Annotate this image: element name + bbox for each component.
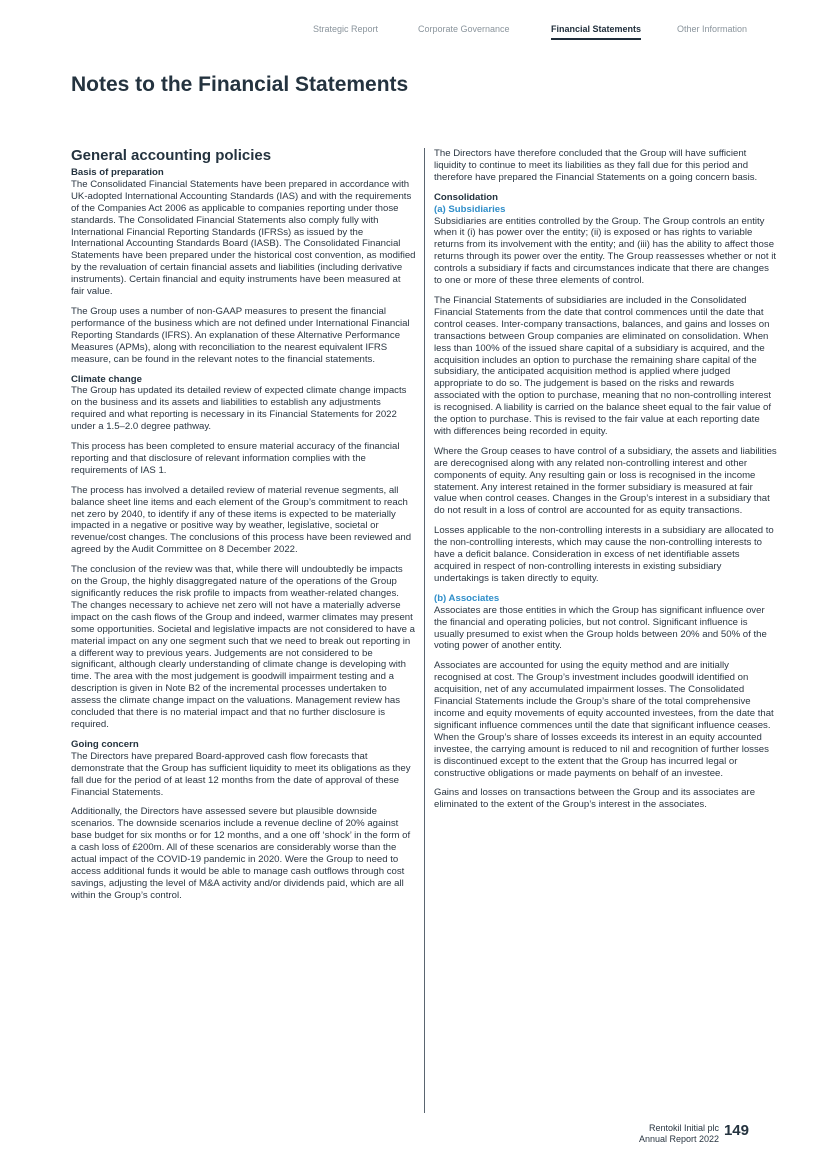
page-number: 149: [723, 1122, 749, 1139]
paragraph: This process has been completed to ensure material accuracy of the financial reporting and that disclosure of relevant information complies with the requirements of IAS 1.: [71, 441, 400, 476]
basis-of-preparation-heading: Basis of preparation: [71, 167, 164, 178]
paragraph: The Group has updated its detailed review of expected climate change impacts on the business and its assets and liabilities to establish any adjustments required and what reporting is necessary in its Financial Statements for 2022 under a 1.5–2.0 degree pathway.: [71, 385, 407, 433]
going-concern-heading: Going concern: [71, 738, 139, 750]
subsidiaries-heading: (a) Subsidiaries: [434, 203, 506, 215]
report-name: Annual Report 2022: [638, 1134, 719, 1144]
paragraph: Losses applicable to the non-controlling interests in a subsidiary are allocated to the non-controlling interests, which may cause the non-controlling interests to have a deficit balance. Consideration in excess of net identifiable assets acquired in respect of non-controlling interests in existing subsidiary undertakings is taken directly to equity.: [434, 525, 774, 584]
paragraph: Where the Group ceases to have control of a subsidiary, the assets and liabilities are derecognised along with any related non-controlling interest and other components of equity. Any resulting gain or loss is recognised in the income statement. Any interest retained in the former subsidiary is measured at fair value when control ceases. Changes in the Group’s interest in a subsidiary that do not result in a loss of control are accounted for as equity transactions.: [434, 445, 777, 517]
nav-financial-statements[interactable]: Financial Statements: [551, 24, 642, 34]
paragraph: Associates are those entities in which the Group has significant influence over the financial and operating policies, but not control. Significant influence is usually presumed to exist when the Group holds between 20% and 50% of the voting power of another entity.: [434, 604, 767, 652]
nav-corporate-governance[interactable]: Corporate Governance: [418, 24, 510, 34]
paragraph: Subsidiaries are entities controlled by the Group. The Group controls an entity when it (i) has power over the entity; (ii) is exposed or has rights to variable returns from its involvement with the entity; and (iii) has the ability to affect those returns through its power over the entity. The Group reassesses whether or not it controls a subsidiary if facts and circumstances indicate that there are changes to one or more of these three elements of control.: [434, 215, 776, 287]
paragraph: The conclusion of the review was that, while there will undoubtedly be impacts on the Group, the highly disaggregated nature of the operations of the Group significantly reduces the risk profile to impacts from weather-related changes. The changes necessary to achieve net zero will not have a materially adverse impact on the cash flows of the Group and indeed, warmer climates may present some opportunities. Societal and legislative impacts are not considered to have a material impact on any one segment such that we need to break out reporting in a different way to previous years. Judgements are not considered to be significant, although clearly understanding of climate change is developing with time. The area with the most judgement is goodwill impairment testing and a description is given in Note B2 of the incremental processes undertaken to assess the climate change impact on the valuations. Management review has concluded that there is no material impact and that no further disclosure is required.: [71, 564, 415, 730]
paragraph: Additionally, the Directors have assessed severe but plausible downside scenarios. The downside scenarios include a revenue decline of 20% against base budget for six months or for 12 months, and a one off ‘shock’ in the form of a cash loss of £200m. All of these scenarios are considerably worse than the actual impact of the COVID-19 pandemic in 2020. Were the Group to need to access additional funds it would be able to manage cash outflows through cost savings, adjusting the level of M&A activity and/or dividends paid, which are all within the Group’s control.: [71, 806, 411, 901]
paragraph: The process has involved a detailed review of material revenue segments, all balance sheet line items and each element of the Group’s commitment to reach net zero by 2040, to identify if any of these items is expected to be materially impacted in a negative or positive way by weather, legislative, societal or revenue/cost changes. The conclusions of this process have been reviewed and agreed by the Audit Committee on 8 December 2022.: [71, 484, 412, 556]
nav-other-information[interactable]: Other Information: [677, 24, 748, 34]
climate-change-heading: Climate change: [71, 373, 142, 385]
paragraph: The Directors have therefore concluded that the Group will have sufficient liquidity to continue to meet its liabilities as they fall due for this period and therefore have prepared the Financial Statements on a going concern basis.: [434, 148, 758, 183]
associates-heading: (b) Associates: [434, 592, 500, 604]
paragraph: The Consolidated Financial Statements have been prepared in accordance with UK-adopted International Accounting Standards (IAS) and with the requirements of the Companies Act 2006 as applicable to companies reporting under those standards. The Consolidated Financial Statements also comply fully with International Financial Reporting Standards (IFRSs) as issued by the International Accounting Standards Board (IASB). The Consolidated Financial Statements have been prepared under the historical cost convention, as modified by the revaluation of certain financial assets and liabilities (including derivative instruments). Certain financial and equity instruments have been measured at fair value.: [71, 178, 416, 298]
left-column: [71, 147, 416, 910]
right-column: [434, 148, 777, 819]
consolidation-heading: Consolidation: [434, 191, 498, 203]
footer-text: [639, 1123, 719, 1145]
paragraph: The Group uses a number of non-GAAP measures to present the financial performance of the business which are not defined under International Financial Reporting Standards (IFRS). An explanation of these Alternative Performance Measures (APMs), along with reconciliation to the nearest equivalent IFRS measure, can be found in the relevant notes to the financial statements.: [71, 305, 410, 365]
top-navigation: [0, 24, 825, 44]
paragraph: The Directors have prepared Board-approved cash flow forecasts that demonstrate that the Group has sufficient liquidity to meet its obligations as they fall due for the period of at least 12 months from the date of approval of these Financial Statements.: [71, 750, 411, 798]
paragraph: Associates are accounted for using the equity method and are initially recognised at cost. The Group’s investment includes goodwill identified on acquisition, net of any accumulated impairment losses. The Consolidated Financial Statements include the Group’s share of the total comprehensive income and equity movements of equity accounted investees, from the date that significant influence commences until the date that significant influence ceases. When the Group’s share of losses exceeds its interest in an equity accounted investee, the carrying amount is reduced to nil and recognition of further losses is discontinued except to the extent that the Group has incurred legal or constructive obligations or made payments on behalf of an investee.: [434, 660, 774, 779]
nav-strategic-report[interactable]: Strategic Report: [313, 24, 379, 34]
paragraph: Gains and losses on transactions between the Group and its associates are eliminated to the extent of the Group’s interest in the associates.: [434, 787, 756, 811]
section-heading: General accounting policies: [71, 147, 272, 164]
company-name: Rentokil Initial plc: [648, 1123, 719, 1133]
paragraph: The Financial Statements of subsidiaries are included in the Consolidated Financial Statements from the date that control commences until the date that control ceases. Inter-company transactions, balances, and gains and losses on transactions between Group companies are eliminated on consolidation. When less than 100% of the issued share capital of a subsidiary is acquired, and the acquisition includes an option to purchase the remaining share capital of the subsidiary, the anticipated acquisition method is applied where judged appropriate to do so. The judgement is based on the risks and rewards associated with the option to purchase, meaning that no non-controlling interest is recognised. A liability is carried on the balance sheet equal to the fair value of the option to purchase. This is revised to the fair value at each reporting date with differences being recorded in equity.: [434, 294, 772, 437]
page-title: Notes to the Financial Statements: [71, 73, 409, 96]
column-divider: [424, 148, 425, 1113]
